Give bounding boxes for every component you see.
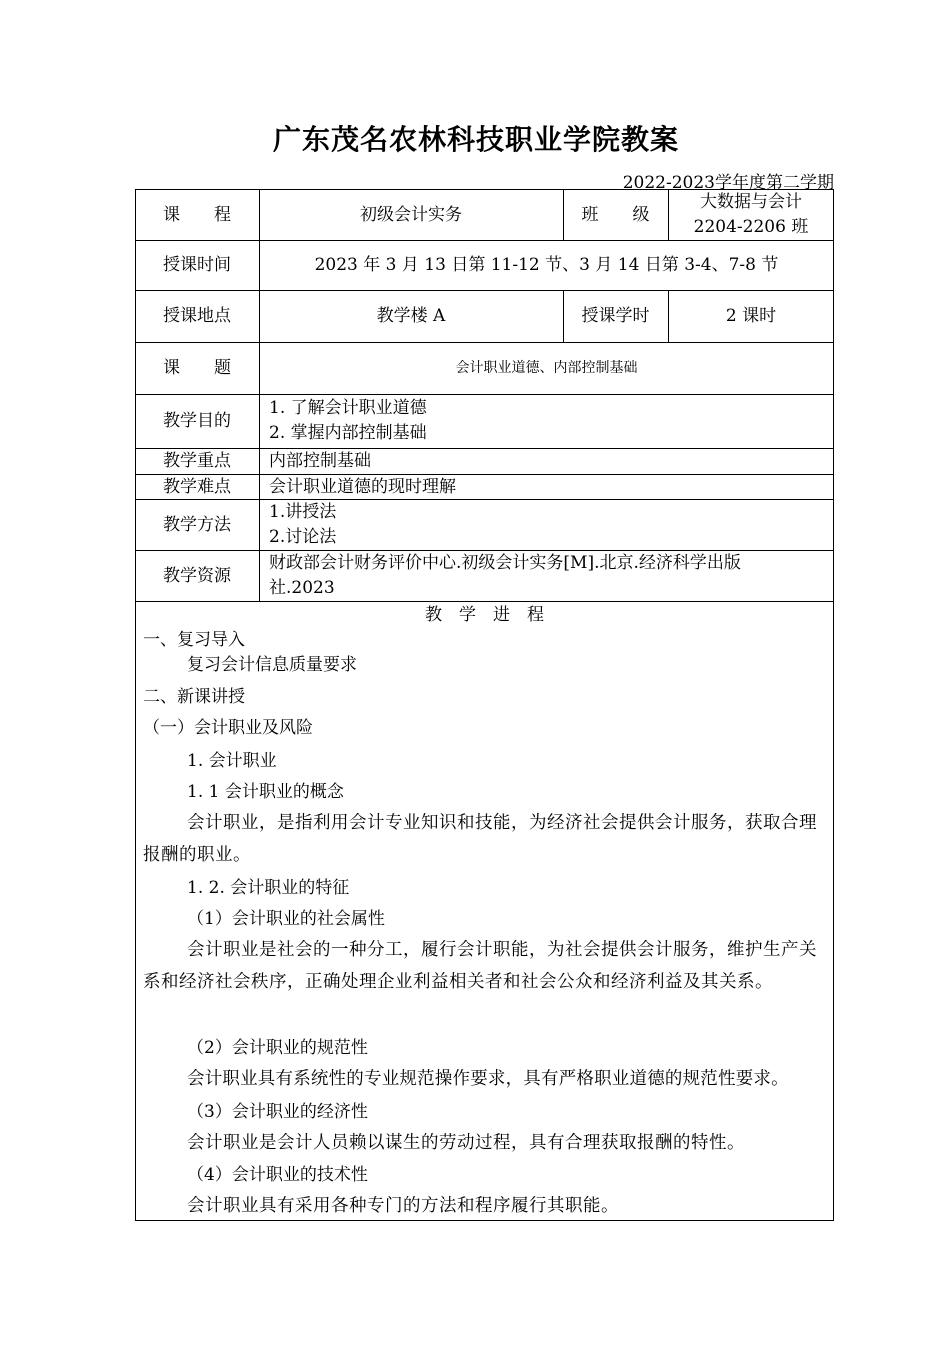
method-label: 教学方法: [163, 514, 231, 535]
method-line-1: 1.讲授法: [269, 501, 337, 522]
section-new-lesson: 二、新课讲授: [143, 687, 245, 707]
topic-value: 会计职业道德、内部控制基础: [455, 360, 638, 376]
goal-line-2: 2. 掌握内部控制基础: [269, 423, 427, 443]
time-value: 2023 年 3 月 13 日第 11-12 节、3 月 14 日第 3-4、7-8 节: [314, 255, 779, 275]
subsection-accounting-profession: （一）会计职业及风险: [143, 718, 313, 738]
goal-value: [259, 394, 834, 448]
point-features: 1. 2. 会计职业的特征: [187, 878, 350, 898]
place-label: 授课地点: [163, 306, 231, 326]
goal-line-1: 1. 了解会计职业道德: [269, 398, 427, 418]
method-value: [259, 499, 834, 550]
course-value: 初级会计实务: [360, 204, 462, 225]
term-label: 2022-2023学年度第二学期: [622, 173, 834, 193]
paragraph-concept: 会计职业，是指利用会计专业知识和技能，为经济社会提供会计服务，获取合理报酬的职业。: [143, 813, 817, 865]
review-item: 复习会计信息质量要求: [187, 655, 357, 675]
hours-label: 授课学时: [581, 306, 650, 326]
process-heading: 教 学 进 程: [425, 605, 544, 625]
class-value: [668, 189, 834, 240]
goal-label: 教学目的: [163, 411, 231, 431]
resource-value: [259, 550, 834, 601]
feature-technical: （4）会计职业的技术性: [187, 1165, 368, 1185]
paragraph-normative: 会计职业具有系统性的专业规范操作要求，具有严格职业道德的规范性要求。: [187, 1069, 789, 1089]
resource-label: 教学资源: [163, 565, 231, 586]
paragraph-social: 会计职业是社会的一种分工，履行会计职能，为社会提供会计服务，维护生产关系和经济社会秩序，正确处理企业利益相关者和社会公众和经济利益及其关系。: [143, 940, 817, 992]
difficulty-label: 教学难点: [163, 476, 231, 497]
class-value-line2: 2204-2206 班: [693, 216, 809, 237]
method-line-2: 2.讨论法: [269, 526, 337, 547]
feature-normative: （2）会计职业的规范性: [187, 1038, 368, 1058]
paragraph-economic: 会计职业是会计人员赖以谋生的劳动过程，具有合理获取报酬的特性。: [187, 1133, 745, 1153]
resource-line-2: 社.2023: [269, 577, 335, 598]
feature-economic: （3）会计职业的经济性: [187, 1102, 368, 1122]
topic-label: 课 题: [163, 358, 231, 378]
focus-value: 内部控制基础: [269, 451, 371, 471]
paragraph-technical: 会计职业具有采用各种专门的方法和程序履行其职能。: [187, 1196, 619, 1216]
feature-social: （1）会计职业的社会属性: [187, 909, 385, 929]
page-title: 广东茂名农林科技职业学院教案: [272, 123, 679, 156]
row-divider: [135, 601, 834, 602]
course-label: 课 程: [163, 204, 231, 225]
place-value: 教学楼 A: [376, 306, 446, 326]
class-label: 班 级: [581, 204, 650, 225]
section-review: 一、复习导入: [143, 630, 245, 650]
time-label: 授课时间: [163, 255, 231, 275]
point-accounting-profession: 1. 会计职业: [187, 751, 277, 771]
focus-label: 教学重点: [163, 451, 231, 471]
difficulty-value: 会计职业道德的现时理解: [269, 476, 456, 497]
point-concept: 1. 1 会计职业的概念: [187, 782, 344, 802]
class-value-line1: 大数据与会计: [700, 191, 802, 212]
resource-line-1: 财政部会计财务评价中心.初级会计实务[M].北京.经济科学出版: [269, 552, 741, 573]
hours-value: 2 课时: [725, 306, 777, 326]
